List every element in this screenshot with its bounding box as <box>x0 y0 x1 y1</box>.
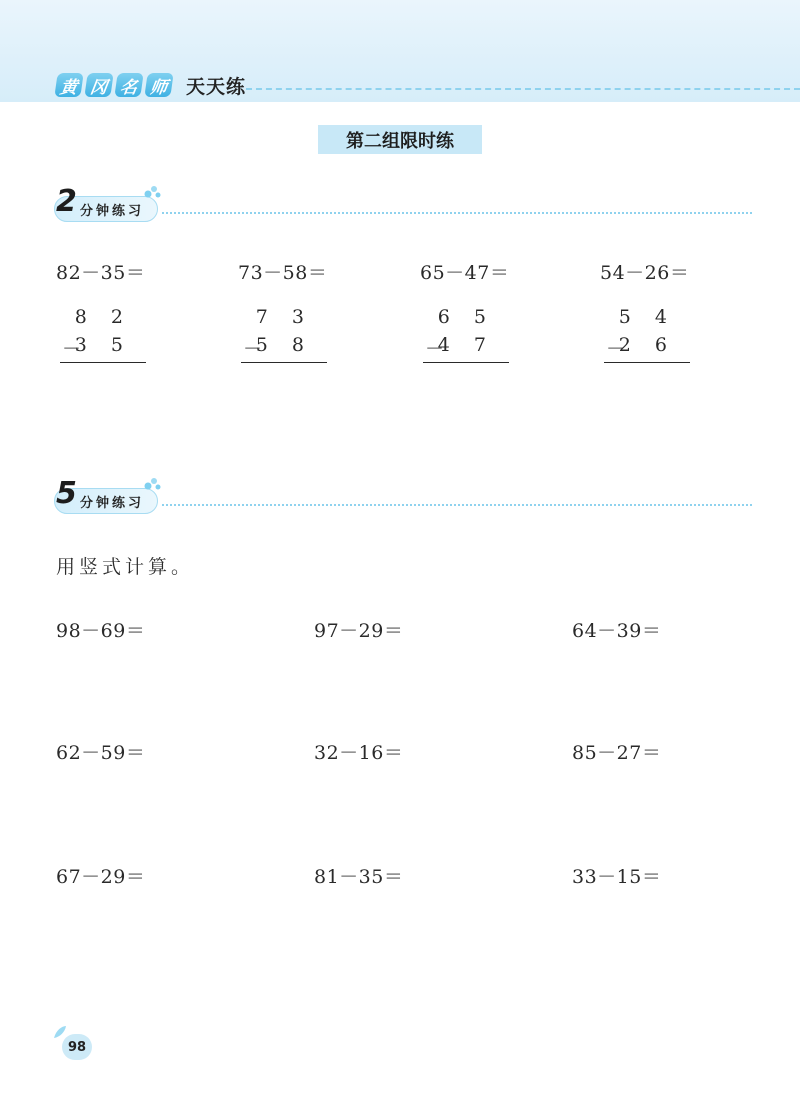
equation: 82－35＝ <box>56 262 146 284</box>
equation: 73－58＝ <box>238 262 328 284</box>
minus-sign: － <box>62 338 82 360</box>
answer-line <box>423 362 509 363</box>
water-drops-icon <box>142 476 162 492</box>
instruction-text: 用竖式计算。 <box>56 556 195 578</box>
vertical-subtraction <box>241 306 327 368</box>
minuend: 8 2 <box>74 306 132 328</box>
subtrahend: 2 6 <box>618 334 676 356</box>
brand-char: 黄 <box>54 73 83 97</box>
brand-logo <box>56 72 246 98</box>
minus-sign: － <box>606 338 626 360</box>
section-label: 分钟练习 <box>80 204 145 219</box>
page-title: 第二组限时练 <box>318 125 482 154</box>
equation: 98－69＝ <box>56 620 146 642</box>
answer-line <box>241 362 327 363</box>
subtrahend: 5 8 <box>255 334 313 356</box>
section-number: 2 <box>56 184 77 219</box>
minuend: 7 3 <box>255 306 313 328</box>
equation: 81－35＝ <box>314 866 404 888</box>
section-header-5min <box>54 476 754 516</box>
subtrahend: 4 7 <box>437 334 495 356</box>
water-drops-icon <box>142 184 162 200</box>
equation: 64－39＝ <box>572 620 662 642</box>
equation: 32－16＝ <box>314 742 404 764</box>
equation: 67－29＝ <box>56 866 146 888</box>
header-divider <box>246 88 800 90</box>
minus-sign: － <box>243 338 263 360</box>
brand-char: 师 <box>144 73 173 97</box>
minuend: 5 4 <box>618 306 676 328</box>
brand-subtitle: 天天练 <box>186 75 247 98</box>
vertical-subtraction <box>604 306 690 368</box>
brand-char: 名 <box>114 73 143 97</box>
subtrahend: 3 5 <box>74 334 132 356</box>
brand-char: 冈 <box>84 73 113 97</box>
section-dotted-line <box>162 212 752 214</box>
equation: 54－26＝ <box>600 262 690 284</box>
page-number: 98 <box>62 1034 92 1060</box>
equation: 97－29＝ <box>314 620 404 642</box>
section-number: 5 <box>56 476 77 511</box>
equation: 85－27＝ <box>572 742 662 764</box>
section-dotted-line <box>162 504 752 506</box>
answer-line <box>604 362 690 363</box>
minuend: 6 5 <box>437 306 495 328</box>
section-label: 分钟练习 <box>80 496 145 511</box>
equation: 33－15＝ <box>572 866 662 888</box>
section-header-2min <box>54 184 754 224</box>
equation: 65－47＝ <box>420 262 510 284</box>
vertical-subtraction <box>60 306 146 368</box>
minus-sign: － <box>425 338 445 360</box>
answer-line <box>60 362 146 363</box>
equation: 62－59＝ <box>56 742 146 764</box>
vertical-subtraction <box>423 306 509 368</box>
